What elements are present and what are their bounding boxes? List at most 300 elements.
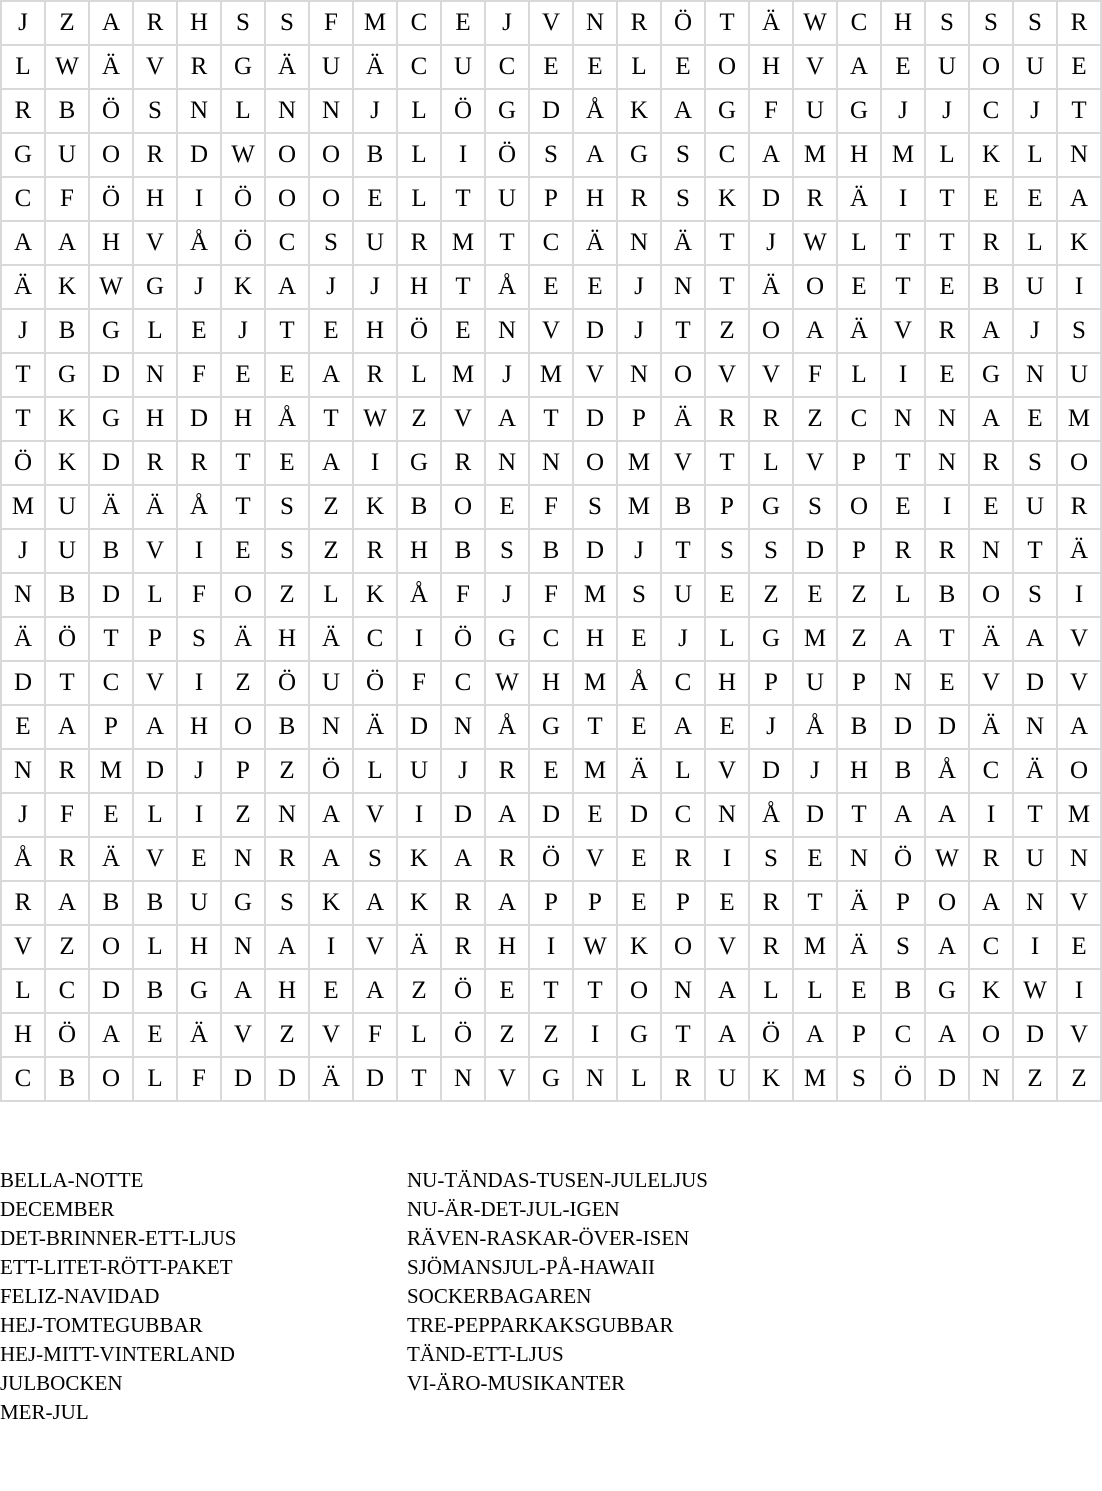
grid-cell[interactable]: J: [617, 265, 661, 309]
grid-cell[interactable]: K: [969, 969, 1013, 1013]
grid-cell[interactable]: Ä: [309, 1057, 353, 1101]
grid-cell[interactable]: R: [969, 837, 1013, 881]
grid-cell[interactable]: E: [1013, 177, 1057, 221]
grid-cell[interactable]: D: [177, 133, 221, 177]
grid-cell[interactable]: L: [617, 45, 661, 89]
grid-cell[interactable]: U: [45, 133, 89, 177]
grid-cell[interactable]: R: [661, 1057, 705, 1101]
grid-cell[interactable]: K: [353, 573, 397, 617]
grid-cell[interactable]: F: [793, 353, 837, 397]
grid-cell[interactable]: I: [573, 1013, 617, 1057]
grid-cell[interactable]: C: [353, 617, 397, 661]
grid-cell[interactable]: C: [1, 177, 45, 221]
grid-cell[interactable]: J: [485, 1, 529, 45]
grid-cell[interactable]: F: [441, 573, 485, 617]
grid-cell[interactable]: S: [705, 529, 749, 573]
grid-cell[interactable]: R: [353, 353, 397, 397]
grid-cell[interactable]: W: [1013, 969, 1057, 1013]
grid-cell[interactable]: N: [881, 397, 925, 441]
grid-cell[interactable]: M: [353, 1, 397, 45]
grid-cell[interactable]: V: [353, 793, 397, 837]
grid-cell[interactable]: N: [309, 89, 353, 133]
grid-cell[interactable]: B: [397, 485, 441, 529]
grid-cell[interactable]: H: [705, 661, 749, 705]
grid-cell[interactable]: E: [661, 45, 705, 89]
grid-cell[interactable]: Ö: [529, 837, 573, 881]
grid-cell[interactable]: L: [397, 89, 441, 133]
grid-cell[interactable]: B: [265, 705, 309, 749]
grid-cell[interactable]: L: [1, 969, 45, 1013]
grid-cell[interactable]: H: [177, 925, 221, 969]
grid-cell[interactable]: N: [705, 793, 749, 837]
grid-cell[interactable]: Z: [529, 1013, 573, 1057]
grid-cell[interactable]: V: [485, 1057, 529, 1101]
grid-cell[interactable]: Ä: [1, 265, 45, 309]
grid-cell[interactable]: P: [749, 661, 793, 705]
grid-cell[interactable]: A: [133, 705, 177, 749]
grid-cell[interactable]: S: [661, 177, 705, 221]
grid-cell[interactable]: V: [705, 749, 749, 793]
grid-cell[interactable]: R: [133, 133, 177, 177]
grid-cell[interactable]: H: [529, 661, 573, 705]
grid-cell[interactable]: O: [837, 485, 881, 529]
grid-cell[interactable]: R: [793, 177, 837, 221]
grid-cell[interactable]: N: [1013, 705, 1057, 749]
grid-cell[interactable]: H: [133, 177, 177, 221]
grid-cell[interactable]: K: [397, 881, 441, 925]
grid-cell[interactable]: H: [265, 969, 309, 1013]
grid-cell[interactable]: G: [969, 353, 1013, 397]
grid-cell[interactable]: R: [749, 881, 793, 925]
grid-cell[interactable]: E: [529, 45, 573, 89]
grid-cell[interactable]: J: [177, 265, 221, 309]
grid-cell[interactable]: C: [397, 1, 441, 45]
grid-cell[interactable]: Ö: [89, 89, 133, 133]
grid-cell[interactable]: E: [881, 485, 925, 529]
grid-cell[interactable]: C: [881, 1013, 925, 1057]
grid-cell[interactable]: D: [925, 705, 969, 749]
grid-cell[interactable]: M: [573, 661, 617, 705]
grid-cell[interactable]: A: [89, 1013, 133, 1057]
grid-cell[interactable]: A: [925, 925, 969, 969]
grid-cell[interactable]: R: [925, 529, 969, 573]
grid-cell[interactable]: L: [837, 221, 881, 265]
grid-cell[interactable]: O: [925, 881, 969, 925]
grid-cell[interactable]: F: [529, 485, 573, 529]
grid-cell[interactable]: D: [925, 1057, 969, 1101]
grid-cell[interactable]: G: [485, 617, 529, 661]
grid-cell[interactable]: R: [661, 837, 705, 881]
grid-cell[interactable]: E: [705, 573, 749, 617]
grid-cell[interactable]: Ö: [265, 661, 309, 705]
grid-cell[interactable]: B: [89, 881, 133, 925]
grid-cell[interactable]: Ä: [837, 177, 881, 221]
grid-cell[interactable]: R: [441, 441, 485, 485]
grid-cell[interactable]: I: [1013, 925, 1057, 969]
grid-cell[interactable]: T: [441, 177, 485, 221]
grid-cell[interactable]: R: [485, 749, 529, 793]
grid-cell[interactable]: K: [617, 925, 661, 969]
grid-cell[interactable]: P: [837, 661, 881, 705]
grid-cell[interactable]: S: [1013, 573, 1057, 617]
grid-cell[interactable]: N: [661, 265, 705, 309]
grid-cell[interactable]: A: [969, 309, 1013, 353]
grid-cell[interactable]: Ä: [1, 617, 45, 661]
grid-cell[interactable]: V: [705, 353, 749, 397]
grid-cell[interactable]: O: [309, 177, 353, 221]
grid-cell[interactable]: L: [661, 749, 705, 793]
grid-cell[interactable]: K: [45, 265, 89, 309]
grid-cell[interactable]: E: [837, 265, 881, 309]
grid-cell[interactable]: H: [177, 1, 221, 45]
grid-cell[interactable]: K: [309, 881, 353, 925]
grid-cell[interactable]: D: [573, 529, 617, 573]
grid-cell[interactable]: E: [573, 265, 617, 309]
grid-cell[interactable]: O: [661, 353, 705, 397]
grid-cell[interactable]: A: [793, 309, 837, 353]
grid-cell[interactable]: N: [925, 397, 969, 441]
grid-cell[interactable]: E: [441, 309, 485, 353]
grid-cell[interactable]: P: [573, 881, 617, 925]
grid-cell[interactable]: Z: [221, 793, 265, 837]
grid-cell[interactable]: P: [133, 617, 177, 661]
grid-cell[interactable]: E: [529, 749, 573, 793]
grid-cell[interactable]: N: [529, 441, 573, 485]
grid-cell[interactable]: A: [573, 133, 617, 177]
grid-cell[interactable]: C: [89, 661, 133, 705]
grid-cell[interactable]: G: [617, 133, 661, 177]
grid-cell[interactable]: D: [529, 89, 573, 133]
grid-cell[interactable]: E: [969, 177, 1013, 221]
grid-cell[interactable]: R: [353, 529, 397, 573]
grid-cell[interactable]: V: [441, 397, 485, 441]
grid-cell[interactable]: J: [925, 89, 969, 133]
grid-cell[interactable]: Ä: [89, 837, 133, 881]
grid-cell[interactable]: C: [45, 969, 89, 1013]
grid-cell[interactable]: Ä: [617, 749, 661, 793]
grid-cell[interactable]: Ä: [837, 309, 881, 353]
grid-cell[interactable]: A: [837, 45, 881, 89]
grid-cell[interactable]: Å: [749, 793, 793, 837]
grid-cell[interactable]: Ö: [221, 177, 265, 221]
grid-cell[interactable]: O: [617, 969, 661, 1013]
grid-cell[interactable]: L: [1013, 133, 1057, 177]
grid-cell[interactable]: Å: [793, 705, 837, 749]
grid-cell[interactable]: A: [1057, 177, 1101, 221]
grid-cell[interactable]: T: [1, 353, 45, 397]
grid-cell[interactable]: M: [89, 749, 133, 793]
grid-cell[interactable]: Z: [309, 529, 353, 573]
grid-cell[interactable]: S: [661, 133, 705, 177]
grid-cell[interactable]: D: [89, 573, 133, 617]
grid-cell[interactable]: T: [705, 1, 749, 45]
grid-cell[interactable]: R: [45, 749, 89, 793]
grid-cell[interactable]: N: [265, 89, 309, 133]
grid-cell[interactable]: Z: [45, 925, 89, 969]
grid-cell[interactable]: M: [617, 441, 661, 485]
grid-cell[interactable]: O: [1057, 441, 1101, 485]
grid-cell[interactable]: I: [397, 617, 441, 661]
grid-cell[interactable]: D: [89, 441, 133, 485]
grid-cell[interactable]: B: [881, 969, 925, 1013]
grid-cell[interactable]: T: [265, 309, 309, 353]
grid-cell[interactable]: J: [177, 749, 221, 793]
grid-cell[interactable]: H: [573, 617, 617, 661]
grid-cell[interactable]: B: [133, 881, 177, 925]
grid-cell[interactable]: K: [45, 441, 89, 485]
grid-cell[interactable]: Ä: [749, 1, 793, 45]
grid-cell[interactable]: L: [837, 353, 881, 397]
grid-cell[interactable]: A: [309, 441, 353, 485]
grid-cell[interactable]: E: [617, 881, 661, 925]
grid-cell[interactable]: R: [1057, 1, 1101, 45]
grid-cell[interactable]: K: [617, 89, 661, 133]
grid-cell[interactable]: U: [177, 881, 221, 925]
grid-cell[interactable]: U: [353, 221, 397, 265]
grid-cell[interactable]: A: [45, 221, 89, 265]
grid-cell[interactable]: M: [441, 353, 485, 397]
grid-cell[interactable]: M: [573, 749, 617, 793]
grid-cell[interactable]: A: [749, 133, 793, 177]
grid-cell[interactable]: U: [485, 177, 529, 221]
grid-cell[interactable]: Ö: [397, 309, 441, 353]
grid-cell[interactable]: G: [749, 617, 793, 661]
grid-cell[interactable]: E: [1057, 925, 1101, 969]
grid-cell[interactable]: V: [353, 925, 397, 969]
grid-cell[interactable]: E: [529, 265, 573, 309]
grid-cell[interactable]: U: [793, 89, 837, 133]
grid-cell[interactable]: K: [45, 397, 89, 441]
grid-cell[interactable]: T: [309, 397, 353, 441]
grid-cell[interactable]: S: [177, 617, 221, 661]
grid-cell[interactable]: O: [265, 177, 309, 221]
grid-cell[interactable]: G: [221, 45, 265, 89]
grid-cell[interactable]: T: [881, 441, 925, 485]
grid-cell[interactable]: F: [177, 353, 221, 397]
grid-cell[interactable]: O: [309, 133, 353, 177]
grid-cell[interactable]: T: [1013, 793, 1057, 837]
grid-cell[interactable]: N: [1, 573, 45, 617]
grid-cell[interactable]: F: [177, 1057, 221, 1101]
grid-cell[interactable]: N: [133, 353, 177, 397]
grid-cell[interactable]: Ä: [837, 925, 881, 969]
grid-cell[interactable]: A: [485, 881, 529, 925]
grid-cell[interactable]: P: [661, 881, 705, 925]
grid-cell[interactable]: F: [309, 1, 353, 45]
grid-cell[interactable]: F: [749, 89, 793, 133]
grid-cell[interactable]: J: [1, 1, 45, 45]
grid-cell[interactable]: T: [529, 397, 573, 441]
grid-cell[interactable]: Z: [1013, 1057, 1057, 1101]
grid-cell[interactable]: G: [89, 397, 133, 441]
grid-cell[interactable]: N: [617, 353, 661, 397]
grid-cell[interactable]: Ä: [89, 45, 133, 89]
grid-cell[interactable]: A: [661, 705, 705, 749]
grid-cell[interactable]: A: [441, 837, 485, 881]
grid-cell[interactable]: Z: [265, 749, 309, 793]
grid-cell[interactable]: G: [529, 1057, 573, 1101]
grid-cell[interactable]: N: [1057, 133, 1101, 177]
grid-cell[interactable]: I: [177, 793, 221, 837]
grid-cell[interactable]: P: [837, 529, 881, 573]
grid-cell[interactable]: N: [1057, 837, 1101, 881]
grid-cell[interactable]: V: [529, 1, 573, 45]
grid-cell[interactable]: R: [441, 925, 485, 969]
grid-cell[interactable]: H: [485, 925, 529, 969]
grid-cell[interactable]: V: [133, 45, 177, 89]
grid-cell[interactable]: V: [133, 661, 177, 705]
grid-cell[interactable]: L: [881, 573, 925, 617]
grid-cell[interactable]: R: [705, 397, 749, 441]
grid-cell[interactable]: E: [177, 837, 221, 881]
grid-cell[interactable]: N: [573, 1, 617, 45]
grid-cell[interactable]: P: [837, 441, 881, 485]
grid-cell[interactable]: J: [1, 793, 45, 837]
grid-cell[interactable]: I: [177, 177, 221, 221]
grid-cell[interactable]: A: [969, 397, 1013, 441]
grid-cell[interactable]: J: [749, 705, 793, 749]
grid-cell[interactable]: S: [617, 573, 661, 617]
grid-cell[interactable]: O: [1057, 749, 1101, 793]
grid-cell[interactable]: A: [89, 1, 133, 45]
grid-cell[interactable]: Ä: [133, 485, 177, 529]
grid-cell[interactable]: O: [221, 573, 265, 617]
grid-cell[interactable]: F: [529, 573, 573, 617]
grid-cell[interactable]: J: [1, 309, 45, 353]
grid-cell[interactable]: T: [705, 441, 749, 485]
grid-cell[interactable]: E: [353, 177, 397, 221]
grid-cell[interactable]: L: [705, 617, 749, 661]
grid-cell[interactable]: C: [969, 89, 1013, 133]
grid-cell[interactable]: N: [309, 705, 353, 749]
grid-cell[interactable]: P: [617, 397, 661, 441]
grid-cell[interactable]: V: [133, 221, 177, 265]
grid-cell[interactable]: Ä: [265, 45, 309, 89]
grid-cell[interactable]: W: [485, 661, 529, 705]
grid-cell[interactable]: D: [749, 177, 793, 221]
grid-cell[interactable]: V: [1057, 881, 1101, 925]
grid-cell[interactable]: Ö: [881, 1057, 925, 1101]
grid-cell[interactable]: G: [837, 89, 881, 133]
grid-cell[interactable]: N: [1013, 353, 1057, 397]
grid-cell[interactable]: T: [441, 265, 485, 309]
grid-cell[interactable]: R: [45, 837, 89, 881]
grid-cell[interactable]: R: [177, 45, 221, 89]
grid-cell[interactable]: Ä: [353, 45, 397, 89]
grid-cell[interactable]: L: [133, 1057, 177, 1101]
grid-cell[interactable]: T: [925, 617, 969, 661]
grid-cell[interactable]: A: [1, 221, 45, 265]
grid-cell[interactable]: Å: [265, 397, 309, 441]
grid-cell[interactable]: V: [133, 529, 177, 573]
grid-cell[interactable]: A: [705, 1013, 749, 1057]
grid-cell[interactable]: S: [265, 529, 309, 573]
grid-cell[interactable]: P: [221, 749, 265, 793]
grid-cell[interactable]: O: [705, 45, 749, 89]
grid-cell[interactable]: C: [705, 133, 749, 177]
grid-cell[interactable]: N: [1, 749, 45, 793]
grid-cell[interactable]: R: [881, 529, 925, 573]
grid-cell[interactable]: S: [265, 485, 309, 529]
grid-cell[interactable]: N: [837, 837, 881, 881]
grid-cell[interactable]: J: [485, 573, 529, 617]
grid-cell[interactable]: Ö: [309, 749, 353, 793]
grid-cell[interactable]: T: [661, 309, 705, 353]
grid-cell[interactable]: M: [793, 925, 837, 969]
grid-cell[interactable]: E: [177, 309, 221, 353]
grid-cell[interactable]: J: [1, 529, 45, 573]
grid-cell[interactable]: Z: [837, 573, 881, 617]
grid-cell[interactable]: N: [441, 705, 485, 749]
grid-cell[interactable]: U: [1013, 265, 1057, 309]
grid-cell[interactable]: R: [441, 881, 485, 925]
grid-cell[interactable]: I: [529, 925, 573, 969]
grid-cell[interactable]: Ö: [45, 1013, 89, 1057]
grid-cell[interactable]: E: [265, 353, 309, 397]
grid-cell[interactable]: J: [881, 89, 925, 133]
grid-cell[interactable]: O: [89, 1057, 133, 1101]
grid-cell[interactable]: B: [45, 1057, 89, 1101]
grid-cell[interactable]: Z: [1057, 1057, 1101, 1101]
grid-cell[interactable]: A: [881, 793, 925, 837]
grid-cell[interactable]: H: [749, 45, 793, 89]
grid-cell[interactable]: M: [793, 617, 837, 661]
grid-cell[interactable]: M: [1057, 793, 1101, 837]
grid-cell[interactable]: D: [441, 793, 485, 837]
grid-cell[interactable]: V: [881, 309, 925, 353]
grid-cell[interactable]: D: [573, 397, 617, 441]
grid-cell[interactable]: Ä: [177, 1013, 221, 1057]
grid-cell[interactable]: L: [133, 309, 177, 353]
grid-cell[interactable]: U: [309, 45, 353, 89]
grid-cell[interactable]: S: [573, 485, 617, 529]
grid-cell[interactable]: E: [221, 529, 265, 573]
grid-cell[interactable]: R: [1, 89, 45, 133]
grid-cell[interactable]: Ö: [45, 617, 89, 661]
grid-cell[interactable]: N: [221, 925, 265, 969]
grid-cell[interactable]: B: [45, 89, 89, 133]
grid-cell[interactable]: Ö: [353, 661, 397, 705]
grid-cell[interactable]: Z: [45, 1, 89, 45]
grid-cell[interactable]: E: [617, 837, 661, 881]
grid-cell[interactable]: T: [925, 221, 969, 265]
grid-cell[interactable]: Å: [485, 705, 529, 749]
grid-cell[interactable]: E: [1, 705, 45, 749]
grid-cell[interactable]: M: [1, 485, 45, 529]
grid-cell[interactable]: N: [969, 529, 1013, 573]
grid-cell[interactable]: J: [1013, 309, 1057, 353]
grid-cell[interactable]: C: [529, 617, 573, 661]
grid-cell[interactable]: U: [1013, 485, 1057, 529]
grid-cell[interactable]: B: [133, 969, 177, 1013]
grid-cell[interactable]: Ä: [573, 221, 617, 265]
grid-cell[interactable]: P: [881, 881, 925, 925]
grid-cell[interactable]: O: [265, 133, 309, 177]
grid-cell[interactable]: F: [397, 661, 441, 705]
grid-cell[interactable]: I: [881, 177, 925, 221]
grid-cell[interactable]: G: [89, 309, 133, 353]
grid-cell[interactable]: M: [529, 353, 573, 397]
grid-cell[interactable]: B: [925, 573, 969, 617]
grid-cell[interactable]: J: [485, 353, 529, 397]
grid-cell[interactable]: Ö: [441, 969, 485, 1013]
grid-cell[interactable]: W: [221, 133, 265, 177]
grid-cell[interactable]: E: [309, 969, 353, 1013]
grid-cell[interactable]: A: [1013, 617, 1057, 661]
grid-cell[interactable]: R: [969, 221, 1013, 265]
grid-cell[interactable]: G: [617, 1013, 661, 1057]
grid-cell[interactable]: E: [573, 793, 617, 837]
